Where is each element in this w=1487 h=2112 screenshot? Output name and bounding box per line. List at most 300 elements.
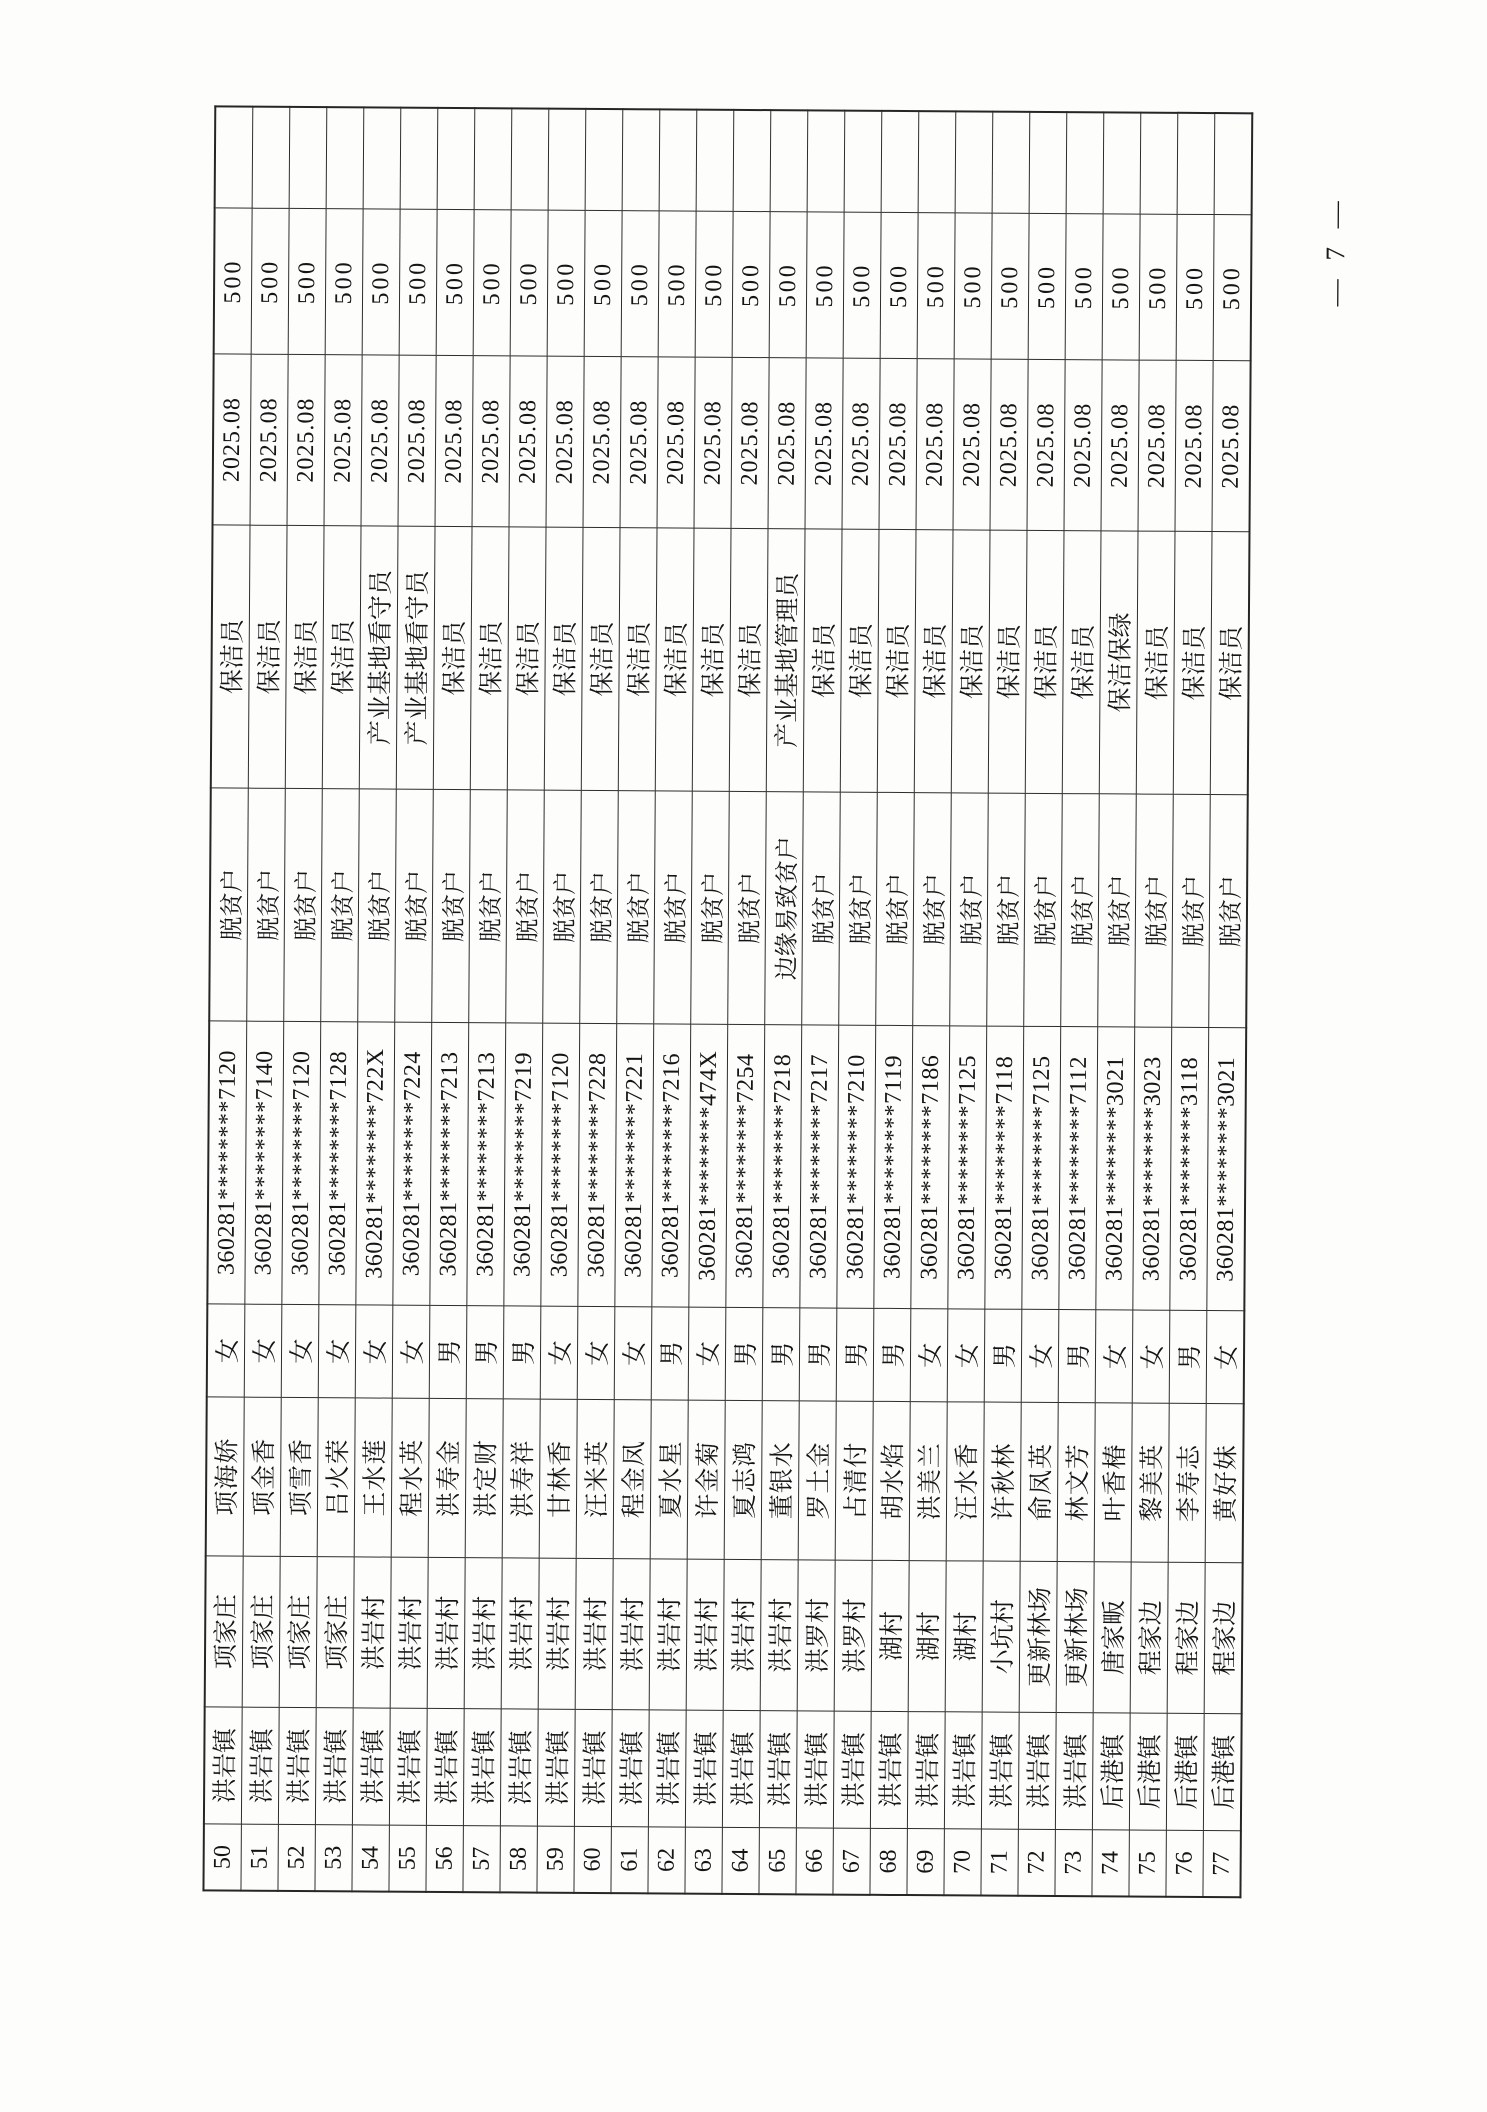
cell-category: 脱贫户 [1098, 794, 1137, 1027]
cell-job: 保洁员 [1062, 531, 1101, 794]
cell-category: 脱贫户 [913, 793, 952, 1026]
cell-town: 后港镇 [1166, 1713, 1204, 1830]
cell-category: 脱贫户 [728, 791, 767, 1024]
cell-note [1214, 113, 1252, 215]
cell-amount: 500 [251, 208, 289, 354]
cell-job: 保洁员 [544, 527, 583, 790]
cell-note [252, 107, 290, 209]
cell-index: 52 [278, 1824, 315, 1891]
cell-gender: 女 [392, 1305, 430, 1398]
cell-village: 洪罗村 [834, 1560, 872, 1711]
cell-category: 脱贫户 [950, 793, 989, 1026]
cell-index: 54 [352, 1825, 389, 1892]
cell-month: 2025.08 [287, 354, 325, 525]
cell-gender: 女 [1132, 1310, 1170, 1403]
cell-month: 2025.08 [805, 358, 843, 529]
cell-note [1029, 112, 1067, 214]
cell-amount: 500 [288, 208, 326, 354]
cell-category: 脱贫户 [543, 790, 582, 1023]
cell-gender: 女 [355, 1305, 393, 1398]
cell-town: 洪岩镇 [463, 1709, 501, 1826]
cell-index: 76 [1166, 1830, 1203, 1897]
cell-index: 55 [389, 1825, 426, 1892]
cell-gender: 男 [503, 1306, 541, 1399]
cell-town: 洪岩镇 [944, 1712, 982, 1829]
cell-month: 2025.08 [916, 359, 954, 530]
cell-amount: 500 [436, 209, 474, 355]
cell-id-number: 360281********7128 [319, 1022, 358, 1305]
cell-name: 洪寿祥 [502, 1399, 540, 1558]
cell-category: 脱贫户 [1024, 793, 1063, 1026]
cell-village: 洪岩村 [390, 1557, 428, 1708]
cell-index: 58 [500, 1826, 537, 1893]
cell-category: 脱贫户 [358, 789, 397, 1022]
cell-note [1140, 113, 1178, 215]
cell-village: 唐家畈 [1093, 1562, 1131, 1713]
cell-gender: 女 [1095, 1310, 1133, 1403]
cell-id-number: 360281********7210 [837, 1025, 876, 1308]
cell-month: 2025.08 [250, 354, 288, 525]
cell-gender: 女 [910, 1309, 948, 1402]
cell-amount: 500 [806, 212, 844, 358]
cell-index: 56 [426, 1825, 463, 1892]
cell-index: 70 [944, 1829, 981, 1896]
cell-gender: 男 [799, 1308, 837, 1401]
cell-job: 产业基地管理员 [766, 529, 805, 792]
cell-note [807, 110, 845, 212]
cell-month: 2025.08 [398, 355, 436, 526]
cell-note [289, 107, 327, 209]
cell-index: 67 [833, 1828, 870, 1895]
cell-town: 洪岩镇 [241, 1707, 279, 1824]
cell-month: 2025.08 [546, 356, 584, 527]
cell-village: 洪岩村 [760, 1560, 798, 1711]
cell-id-number: 360281********7219 [504, 1023, 543, 1306]
cell-id-number: 360281********7125 [1022, 1026, 1061, 1309]
cell-note [548, 109, 586, 211]
cell-town: 洪岩镇 [685, 1710, 723, 1827]
cell-amount: 500 [880, 212, 918, 358]
cell-town: 洪岩镇 [500, 1709, 538, 1826]
cell-amount: 500 [954, 213, 992, 359]
cell-town: 洪岩镇 [352, 1708, 390, 1825]
cell-category: 脱贫户 [247, 788, 286, 1021]
cell-town: 洪岩镇 [574, 1709, 612, 1826]
cell-id-number: 360281********722X [356, 1022, 395, 1305]
cell-amount: 500 [917, 213, 955, 359]
cell-amount: 500 [1065, 214, 1103, 360]
cell-job: 保洁员 [988, 530, 1027, 793]
cell-category: 脱贫户 [209, 788, 248, 1021]
cell-index: 59 [537, 1826, 574, 1893]
cell-gender: 男 [651, 1307, 689, 1400]
cell-category: 脱贫户 [617, 791, 656, 1024]
cell-village: 程家边 [1167, 1562, 1205, 1713]
cell-town: 洪岩镇 [833, 1711, 871, 1828]
cell-note [659, 109, 697, 211]
cell-index: 66 [796, 1828, 833, 1895]
cell-index: 57 [463, 1826, 500, 1893]
cell-month: 2025.08 [1175, 360, 1213, 531]
cell-note [696, 110, 734, 212]
cell-note [1103, 112, 1141, 214]
cell-id-number: 360281********474X [689, 1024, 728, 1307]
cell-name: 李寿志 [1168, 1403, 1206, 1562]
cell-gender: 女 [281, 1304, 319, 1397]
cell-category: 脱贫户 [321, 789, 360, 1022]
cell-name: 汪水香 [946, 1402, 984, 1561]
cell-month: 2025.08 [361, 355, 399, 526]
cell-name: 许金菊 [687, 1400, 725, 1559]
cell-month: 2025.08 [990, 359, 1028, 530]
cell-index: 65 [759, 1828, 796, 1895]
cell-note [363, 107, 401, 209]
cell-job: 保洁员 [285, 525, 324, 788]
cell-index: 77 [1203, 1831, 1241, 1898]
cell-index: 50 [203, 1824, 241, 1891]
cell-gender: 女 [688, 1307, 726, 1400]
cell-month: 2025.08 [213, 354, 252, 525]
cell-note [474, 108, 512, 210]
cell-town: 洪岩镇 [278, 1707, 316, 1824]
cell-index: 72 [1018, 1829, 1055, 1896]
cell-index: 71 [981, 1829, 1018, 1896]
cell-name: 叶香椿 [1094, 1403, 1132, 1562]
cell-village: 洪岩村 [686, 1559, 724, 1710]
cell-id-number: 360281********7221 [615, 1024, 654, 1307]
cell-month: 2025.08 [1101, 360, 1139, 531]
cell-category: 脱贫户 [876, 792, 915, 1025]
cell-month: 2025.08 [1064, 360, 1102, 531]
cell-job: 保洁员 [655, 528, 694, 791]
cell-name: 许秋林 [983, 1402, 1021, 1561]
cell-amount: 500 [1102, 214, 1140, 360]
cell-village: 项家庄 [316, 1557, 354, 1708]
cell-town: 洪岩镇 [204, 1707, 242, 1824]
cell-town: 洪岩镇 [759, 1711, 797, 1828]
cell-village: 洪岩村 [464, 1558, 502, 1709]
cell-village: 洪岩村 [538, 1558, 576, 1709]
cell-village: 湖村 [871, 1560, 909, 1711]
cell-id-number: 360281********7186 [911, 1026, 950, 1309]
cell-amount: 500 [1213, 215, 1251, 361]
cell-town: 洪岩镇 [389, 1708, 427, 1825]
cell-id-number: 360281********7224 [393, 1022, 432, 1305]
cell-id-number: 360281********7213 [467, 1023, 506, 1306]
cell-village: 洪岩村 [427, 1557, 465, 1708]
cell-month: 2025.08 [694, 357, 732, 528]
cell-job: 保洁员 [840, 529, 879, 792]
cell-village: 洪岩村 [575, 1558, 613, 1709]
cell-name: 项金香 [243, 1397, 281, 1556]
cell-index: 51 [241, 1824, 278, 1891]
cell-category: 脱贫户 [691, 791, 730, 1024]
cell-name: 夏志鸿 [724, 1400, 762, 1559]
cell-amount: 500 [214, 208, 252, 354]
cell-id-number: 360281********7217 [800, 1025, 839, 1308]
cell-id-number: 360281********7112 [1059, 1027, 1098, 1310]
cell-town: 后港镇 [1129, 1713, 1167, 1830]
cell-note [437, 108, 475, 210]
cell-job: 保洁员 [1210, 532, 1249, 795]
cell-name: 程水英 [391, 1398, 429, 1557]
cell-amount: 500 [325, 209, 363, 355]
cell-village: 洪岩村 [353, 1557, 391, 1708]
cell-category: 脱贫户 [1172, 794, 1211, 1027]
cell-gender: 女 [577, 1306, 615, 1399]
cell-category: 脱贫户 [654, 791, 693, 1024]
cell-name: 洪美兰 [909, 1402, 947, 1561]
cell-gender: 女 [947, 1309, 985, 1402]
cell-id-number: 360281********7120 [541, 1023, 580, 1306]
cell-name: 吕火荣 [317, 1398, 355, 1557]
cell-village: 洪岩村 [723, 1559, 761, 1710]
cell-village: 项家庄 [242, 1556, 280, 1707]
cell-name: 俞凤英 [1020, 1402, 1058, 1561]
cell-job: 产业基地看守员 [359, 526, 398, 789]
cell-name: 项雪香 [280, 1397, 318, 1556]
cell-amount: 500 [1028, 213, 1066, 359]
cell-note [918, 111, 956, 213]
cell-month: 2025.08 [1212, 361, 1251, 532]
cell-job: 保洁员 [951, 530, 990, 793]
cell-name: 汪米英 [576, 1399, 614, 1558]
cell-month: 2025.08 [583, 356, 621, 527]
cell-village: 洪岩村 [501, 1558, 539, 1709]
cell-note [844, 111, 882, 213]
cell-town: 洪岩镇 [796, 1711, 834, 1828]
cell-month: 2025.08 [879, 358, 917, 529]
cell-note [1177, 113, 1215, 215]
cell-id-number: 360281********7119 [874, 1025, 913, 1308]
cell-job: 保洁员 [618, 528, 657, 791]
cell-town: 洪岩镇 [611, 1710, 649, 1827]
cell-job: 保洁员 [433, 526, 472, 789]
cell-month: 2025.08 [768, 358, 806, 529]
cell-month: 2025.08 [731, 357, 769, 528]
cell-gender: 女 [540, 1306, 578, 1399]
cell-job: 产业基地看守员 [396, 526, 435, 789]
cell-village: 项家庄 [205, 1556, 244, 1707]
cell-note [511, 108, 549, 210]
cell-gender: 男 [466, 1306, 504, 1399]
cell-job: 保洁保绿 [1099, 531, 1138, 794]
cell-gender: 女 [1021, 1309, 1059, 1402]
cell-gender: 女 [614, 1307, 652, 1400]
cell-amount: 500 [399, 209, 437, 355]
cell-job: 保洁员 [877, 529, 916, 792]
cell-village: 更新林场 [1019, 1561, 1057, 1712]
cell-month: 2025.08 [657, 357, 695, 528]
cell-name: 占清付 [835, 1401, 873, 1560]
cell-village: 程家边 [1130, 1562, 1168, 1713]
cell-amount: 500 [658, 211, 696, 357]
cell-job: 保洁员 [322, 526, 361, 789]
cell-job: 保洁员 [470, 527, 509, 790]
cell-index: 62 [648, 1827, 685, 1894]
cell-month: 2025.08 [472, 356, 510, 527]
cell-town: 洪岩镇 [981, 1712, 1019, 1829]
cell-gender: 女 [318, 1305, 356, 1398]
cell-town: 洪岩镇 [315, 1708, 353, 1825]
cell-id-number: 360281********7118 [985, 1026, 1024, 1309]
cell-index: 61 [611, 1827, 648, 1894]
cell-id-number: 360281********7120 [207, 1021, 246, 1304]
cell-town: 洪岩镇 [907, 1712, 945, 1829]
cell-gender: 男 [984, 1309, 1022, 1402]
cell-name: 罗土金 [798, 1401, 836, 1560]
cell-name: 洪定财 [465, 1399, 503, 1558]
cell-month: 2025.08 [509, 356, 547, 527]
cell-name: 董银水 [761, 1401, 799, 1560]
cell-category: 脱贫户 [469, 790, 508, 1023]
cell-town: 洪岩镇 [1018, 1712, 1056, 1829]
cell-gender: 男 [429, 1305, 467, 1398]
cell-index: 60 [574, 1826, 611, 1893]
cell-name: 黄好妹 [1205, 1404, 1244, 1563]
cell-town: 洪岩镇 [870, 1711, 908, 1828]
cell-note [770, 110, 808, 212]
cell-job: 保洁员 [211, 525, 250, 788]
cell-gender: 男 [762, 1308, 800, 1401]
cell-note [622, 109, 660, 211]
cell-amount: 500 [473, 210, 511, 356]
cell-gender: 男 [873, 1308, 911, 1401]
cell-gender: 男 [1169, 1310, 1207, 1403]
cell-category: 脱贫户 [1135, 794, 1174, 1027]
cell-id-number: 360281********7218 [763, 1025, 802, 1308]
cell-job: 保洁员 [1173, 531, 1212, 794]
cell-town: 洪岩镇 [722, 1710, 760, 1827]
cell-job: 保洁员 [1025, 530, 1064, 793]
cell-category: 脱贫户 [839, 792, 878, 1025]
cell-name: 项海娇 [206, 1397, 245, 1556]
cell-village: 洪岩村 [649, 1559, 687, 1710]
cell-town: 洪岩镇 [1055, 1713, 1093, 1830]
cell-amount: 500 [1139, 214, 1177, 360]
cell-category: 脱贫户 [1209, 795, 1248, 1028]
cell-amount: 500 [769, 212, 807, 358]
cell-month: 2025.08 [1027, 359, 1065, 530]
cell-id-number: 360281********3023 [1133, 1027, 1172, 1310]
cell-note [992, 112, 1030, 214]
page-number: — 7 — [1319, 195, 1351, 307]
cell-index: 75 [1129, 1830, 1166, 1897]
cell-id-number: 360281********7213 [430, 1022, 469, 1305]
cell-gender: 女 [207, 1304, 245, 1397]
cell-note [400, 108, 438, 210]
cell-name: 黎美英 [1131, 1403, 1169, 1562]
cell-index: 73 [1055, 1830, 1092, 1897]
cell-village: 更新林场 [1056, 1562, 1094, 1713]
cell-name: 洪寿金 [428, 1398, 466, 1557]
cell-category: 脱贫户 [580, 790, 619, 1023]
cell-month: 2025.08 [324, 355, 362, 526]
cell-note [733, 110, 771, 212]
cell-category: 脱贫户 [802, 792, 841, 1025]
cell-name: 夏水星 [650, 1400, 688, 1559]
cell-town: 后港镇 [1092, 1713, 1130, 1830]
cell-note [955, 111, 993, 213]
cell-job: 保洁员 [729, 528, 768, 791]
cell-name: 程金凤 [613, 1400, 651, 1559]
cell-id-number: 360281********7254 [726, 1024, 765, 1307]
cell-job: 保洁员 [1136, 531, 1175, 794]
cell-id-number: 360281********3021 [1207, 1028, 1246, 1311]
cell-month: 2025.08 [953, 359, 991, 530]
cell-gender: 女 [244, 1304, 282, 1397]
cell-note [215, 106, 253, 208]
cell-town: 洪岩镇 [426, 1708, 464, 1825]
cell-id-number: 360281********7216 [652, 1024, 691, 1307]
cell-index: 74 [1092, 1830, 1129, 1897]
cell-index: 63 [685, 1827, 722, 1894]
cell-month: 2025.08 [620, 357, 658, 528]
cell-village: 程家边 [1204, 1563, 1243, 1714]
cell-name: 甘林香 [539, 1399, 577, 1558]
cell-category: 脱贫户 [506, 790, 545, 1023]
cell-index: 53 [315, 1825, 352, 1892]
cell-index: 68 [870, 1828, 907, 1895]
cell-category: 脱贫户 [395, 789, 434, 1022]
cell-village: 洪罗村 [797, 1560, 835, 1711]
cell-amount: 500 [732, 211, 770, 357]
cell-id-number: 360281********7228 [578, 1023, 617, 1306]
cell-id-number: 360281********3118 [1170, 1027, 1209, 1310]
cell-index: 64 [722, 1827, 759, 1894]
cell-amount: 500 [695, 211, 733, 357]
cell-id-number: 360281********7125 [948, 1026, 987, 1309]
cell-job: 保洁员 [803, 529, 842, 792]
cell-job: 保洁员 [507, 527, 546, 790]
cell-village: 湖村 [908, 1561, 946, 1712]
cell-category: 脱贫户 [432, 789, 471, 1022]
cell-gender: 女 [1206, 1311, 1244, 1404]
cell-name: 胡水焰 [872, 1401, 910, 1560]
cell-category: 脱贫户 [1061, 794, 1100, 1027]
cell-amount: 500 [621, 211, 659, 357]
cell-amount: 500 [843, 212, 881, 358]
cell-id-number: 360281********7120 [282, 1021, 321, 1304]
cell-month: 2025.08 [842, 358, 880, 529]
cell-category: 脱贫户 [987, 793, 1026, 1026]
cell-job: 保洁员 [914, 530, 953, 793]
cell-amount: 500 [510, 210, 548, 356]
cell-name: 王水莲 [354, 1398, 392, 1557]
cell-note [326, 107, 364, 209]
cell-town: 洪岩镇 [537, 1709, 575, 1826]
cell-amount: 500 [584, 210, 622, 356]
cell-town: 洪岩镇 [648, 1710, 686, 1827]
subsidy-table-body [203, 106, 1252, 1897]
cell-gender: 男 [1058, 1310, 1096, 1403]
cell-note [881, 111, 919, 213]
cell-id-number: 360281********3021 [1096, 1027, 1135, 1310]
cell-amount: 500 [991, 213, 1029, 359]
cell-job: 保洁员 [248, 525, 287, 788]
cell-job: 保洁员 [692, 528, 731, 791]
cell-name: 林文芳 [1057, 1403, 1095, 1562]
cell-village: 小坑村 [982, 1561, 1020, 1712]
cell-amount: 500 [547, 210, 585, 356]
cell-index: 69 [907, 1829, 944, 1896]
cell-gender: 男 [725, 1307, 763, 1400]
cell-town: 后港镇 [1203, 1714, 1241, 1831]
cell-month: 2025.08 [435, 355, 473, 526]
cell-note [1066, 112, 1104, 214]
subsidy-table [202, 105, 1253, 1898]
cell-id-number: 360281********7140 [245, 1021, 284, 1304]
